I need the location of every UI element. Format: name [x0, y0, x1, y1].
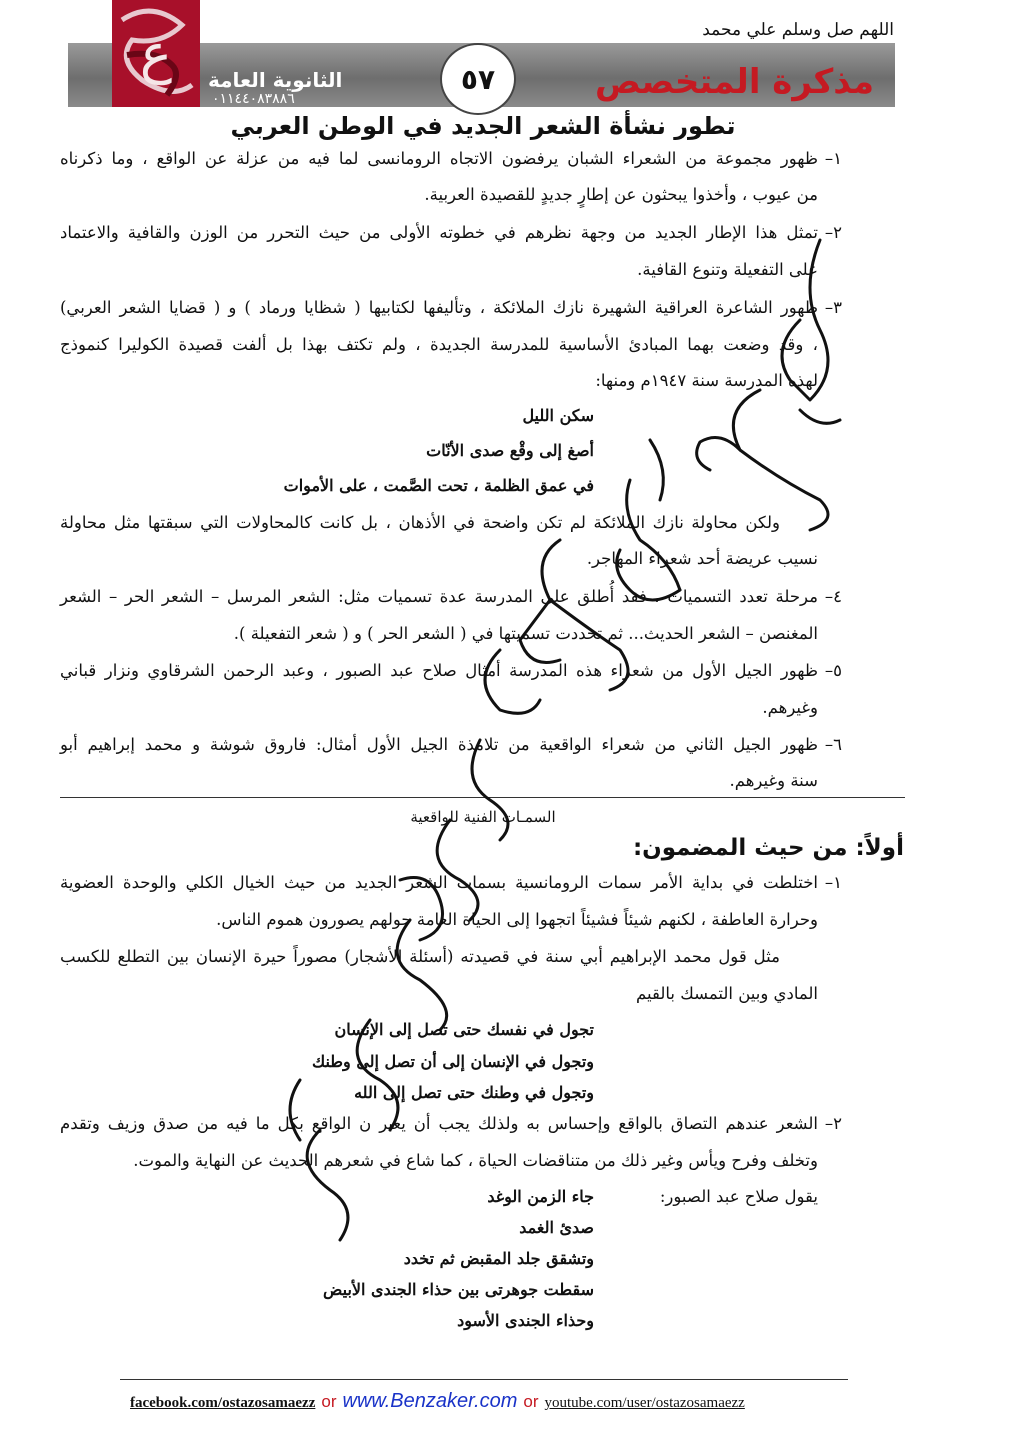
point-number: ١–	[824, 873, 842, 892]
point-line: المادي وبين التمسك بالقيم	[636, 984, 818, 1003]
youtube-link[interactable]: youtube.com/user/ostazosamaezz	[544, 1395, 745, 1411]
point-line: ظهور مجموعة من الشعراء الشبان يرفضون الاتجاه الرومانسى لما فيه من عزلة عن الواقع ، وما ذكرناه	[60, 149, 818, 168]
section-heading: أولاً: من حيث المضمون:	[632, 835, 904, 861]
poem-line: جاء الزمن الوغد	[487, 1187, 594, 1206]
poem-line: في عمق الظلمة ، تحت الصَّمت ، على الأموات	[283, 476, 594, 495]
poem-line: أصغ إلى وقْع صدى الأنّات	[426, 441, 594, 460]
point-number: ٤–	[824, 587, 842, 606]
point-line: لهذه المدرسة سنة ١٩٤٧م ومنها:	[595, 371, 818, 390]
point-line: مثل قول محمد الإبراهيم أبي سنة في قصيدته (أسئلة الأشجار) مصوراً حيرة الإنسان بين التطلع للكسب	[60, 947, 780, 966]
point-line: ، وقد وضعت بهما المبادئ الأساسية للمدرسة الجديدة ، ولم تكتف بهذا بل ألفت قصيدة الكوليرا كنموذج	[60, 335, 818, 354]
page-number-text: ٥٧	[460, 62, 496, 96]
poem-line: صدئ الغمد	[519, 1218, 594, 1237]
website-link[interactable]: www.Benzaker.com	[342, 1390, 518, 1412]
point-number: ٣–	[824, 298, 842, 317]
point-line: ظهور الجيل الثاني من شعراء الواقعية من تلامذة الجيل الأول أمثال: فاروق شوشة و محمد إبراهيم أبو	[60, 735, 818, 754]
point-number: ٦–	[824, 735, 842, 754]
page-number	[440, 43, 516, 115]
section-divider	[60, 797, 905, 798]
point-line: وغيرهم.	[762, 698, 818, 717]
point-line: وحرارة العاطفة ، لكنهم شيئاً فشيئاً اتجهوا إلى الحياة العامة حولهم يصورون هموم الناس.	[216, 910, 818, 929]
point-number: ٥–	[824, 661, 842, 680]
point-line: سنة وغيرهم.	[729, 771, 818, 790]
header-prayer: اللهم صل وسلم علي محمد	[702, 20, 894, 40]
point-line: ظهور الجيل الأول من شعراء هذه المدرسة أمثال صلاح عبد الصبور ، وعبد الرحمن الشرقاوي ونزار قباني	[60, 661, 818, 680]
page-title: تطور نشأة الشعر الجديد في الوطن العربي	[230, 112, 736, 140]
point-number: ٢–	[824, 1114, 842, 1133]
calligraphy-logo-icon	[112, 0, 200, 107]
point-line: المغنصن – الشعر الحديث... ثم تحددت تسميتها في ( الشعر الحر ) و ( شعر التفعيلة ).	[233, 624, 818, 643]
or-separator: or	[523, 1392, 539, 1411]
paragraph-line: نسيب عريضة أحد شعراء المهاجر.	[586, 549, 818, 568]
point-line: الشعر عندهم التصاق بالواقع وإحساس به ولذلك يجب أن يعبر ن الواقع بكل ما فيه من صدق وزيف وتقدم	[60, 1114, 818, 1133]
point-line: من عيوب ، وأخذوا يبحثون عن إطارٍ جديدٍ للقصيدة العربية.	[424, 185, 818, 204]
point-line: تمثل هذا الإطار الجديد من وجهة نظرهم في خطوته الأولى من حيث التحرر من الوزن والقافية والاعتماد	[60, 223, 818, 242]
poem-line: سكن الليل	[522, 406, 594, 425]
brand-title: مذكرة المتخصص	[594, 62, 874, 102]
footer-rule	[120, 1379, 848, 1380]
poem-intro: يقول صلاح عبد الصبور:	[659, 1187, 818, 1206]
point-line: ظهور الشاعرة العراقية الشهيرة نازك الملائكة ، وتأليفها لكتابيها ( شظايا ورماد ) و ( قضايا الشعر العربي)	[60, 298, 818, 317]
paragraph-line: ولكن محاولة نازك الملائكة لم تكن واضحة في الأذهان ، بل كانت كالمحاولات التي سبقتها مثل محاولة	[60, 513, 780, 532]
point-line: على التفعيلة وتنوع القافية.	[637, 260, 818, 279]
logo-letter: ع	[139, 22, 173, 85]
section-caption: السمـات الفنية للواقعية	[410, 808, 556, 826]
point-number: ٢–	[824, 223, 842, 242]
school-label: الثانوية العامة	[208, 68, 343, 92]
point-line: اختلطت في بداية الأمر سمات الرومانسية بسمات الشعر الجديد من حيث الخيال الكلي والوحدة العضوية	[60, 873, 818, 892]
logo	[112, 0, 200, 107]
poem-line: وتشقق جلد المقبض ثم تخدد	[403, 1249, 594, 1268]
poem-line: وحذاء الجندى الأسود	[457, 1311, 594, 1330]
or-separator: or	[321, 1392, 337, 1411]
poem-line: تجول في نفسك حتى تصل إلى الإنسان	[334, 1020, 594, 1039]
poem-line: وتجول في الإنسان إلى أن تصل إلى وطنك	[311, 1052, 594, 1071]
point-number: ١–	[824, 149, 842, 168]
poem-line: سقطت جوهرتى بين حذاء الجندى الأبيض	[323, 1280, 594, 1299]
phone-number: ٠١١٤٤٠٨٣٨٨٦	[212, 91, 295, 107]
point-line: مرحلة تعدد التسميات ، فقد أُطلق على المدرسة عدة تسميات مثل: الشعر المرسل – الشعر الحر – الشعر	[60, 587, 818, 606]
poem-line: وتجول في وطنك حتى تصل إلى الله	[354, 1083, 594, 1102]
footer	[130, 1390, 840, 1413]
facebook-link[interactable]: facebook.com/ostazosamaezz	[130, 1395, 316, 1411]
point-line: وتخلف وفرح ويأس وغير ذلك من متناقضات الحياة ، كما شاع في شعرهم الحديث عن النهاية والموت.	[133, 1151, 818, 1170]
